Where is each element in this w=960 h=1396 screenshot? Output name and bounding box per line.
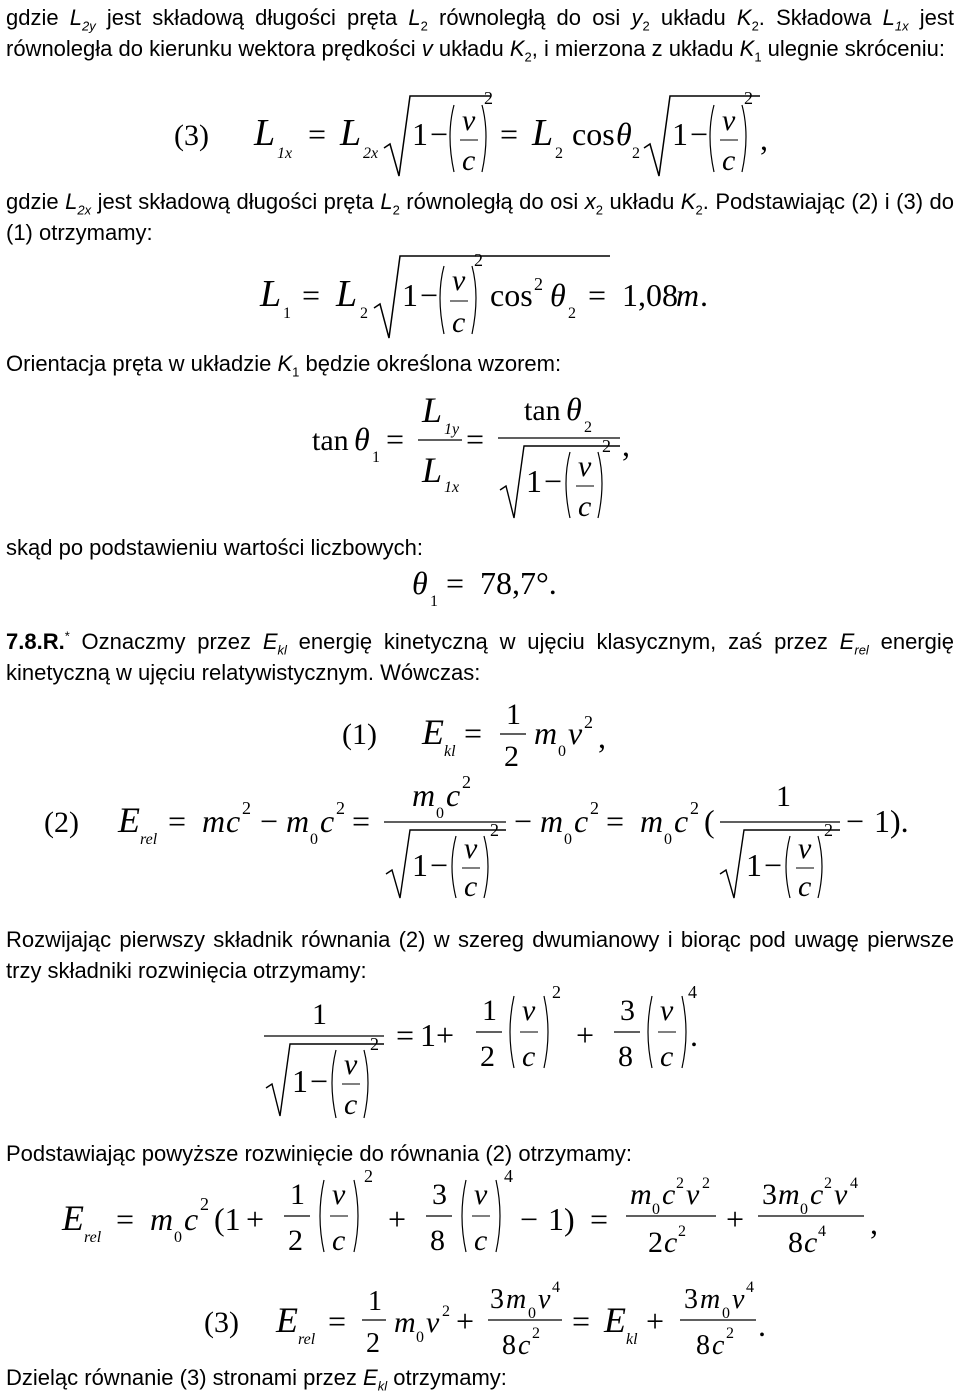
- svg-text:=: =: [446, 565, 465, 601]
- svg-text:2: 2: [824, 1175, 832, 1192]
- svg-text:0: 0: [722, 1305, 730, 1322]
- svg-text:−: −: [260, 803, 279, 839]
- svg-text:1: 1: [672, 116, 688, 152]
- svg-text:1: 1: [482, 994, 497, 1027]
- svg-text:2: 2: [532, 1325, 540, 1342]
- svg-text:2: 2: [555, 145, 563, 162]
- svg-text:θ: θ: [550, 277, 566, 313]
- svg-text:c: c: [522, 1040, 536, 1073]
- svg-text:=: =: [588, 277, 607, 313]
- svg-text:v: v: [568, 715, 583, 751]
- svg-text:.: .: [690, 1017, 698, 1053]
- svg-text:1: 1: [368, 1286, 382, 1317]
- svg-text:c: c: [462, 144, 476, 177]
- svg-text:2: 2: [490, 820, 499, 840]
- svg-text:0: 0: [528, 1305, 536, 1322]
- svg-text:+: +: [246, 1201, 265, 1237]
- svg-text:0: 0: [310, 831, 318, 848]
- svg-text:m: m: [778, 1178, 800, 1211]
- svg-text:c: c: [674, 803, 689, 839]
- svg-text:2: 2: [590, 798, 599, 818]
- svg-text:1y: 1y: [444, 421, 460, 438]
- svg-text:m: m: [286, 803, 310, 839]
- svg-text:2: 2: [744, 88, 753, 108]
- svg-text:1: 1: [290, 1178, 305, 1211]
- svg-text:2: 2: [504, 740, 519, 773]
- svg-text:2: 2: [336, 798, 345, 818]
- equation-l1-result: [250, 246, 750, 346]
- svg-text:+: +: [388, 1201, 407, 1237]
- svg-text:v: v: [474, 1178, 488, 1211]
- svg-text:1: 1: [312, 998, 327, 1031]
- svg-text:v: v: [722, 104, 736, 137]
- svg-text:4: 4: [746, 1279, 754, 1296]
- equation-classical-energy: [340, 690, 640, 773]
- svg-text:2: 2: [242, 798, 251, 818]
- svg-text:2: 2: [584, 712, 593, 732]
- svg-text:m: m: [630, 1178, 652, 1211]
- svg-text:1,08: 1,08: [622, 277, 678, 313]
- svg-text:c: c: [474, 1224, 488, 1257]
- paragraph-1: gdzie $L_{2y}$ jest składową długości pręta $L_2$ równoległą do osi $y_2$ układu $K_2$. Składowa $L_{1x}$ jest równoległa do kierunku wektora prędkości v układu $K_2$, i mierzona z układu $K_1$ ulegnie skróceniu:: [6, 5, 955, 65]
- svg-text:,: ,: [760, 121, 768, 157]
- svg-text:L: L: [422, 450, 443, 490]
- svg-text:2x: 2x: [363, 145, 379, 162]
- svg-text:c: c: [810, 1178, 824, 1211]
- svg-text:E: E: [422, 712, 444, 752]
- svg-text:3: 3: [432, 1178, 447, 1211]
- svg-text:2: 2: [442, 1303, 450, 1320]
- svg-text:=: =: [308, 116, 327, 152]
- svg-text:2: 2: [360, 305, 368, 322]
- svg-text:(3): (3): [204, 1306, 239, 1339]
- equation-length-contraction: [160, 90, 800, 190]
- svg-text:1: 1: [412, 847, 428, 883]
- svg-text:m: m: [394, 1306, 416, 1339]
- svg-text:2: 2: [648, 1226, 663, 1259]
- svg-text:v: v: [732, 1284, 745, 1315]
- svg-text:c: c: [722, 144, 736, 177]
- svg-text:c: c: [574, 803, 589, 839]
- svg-text:=: =: [590, 1201, 609, 1237]
- svg-text:c: c: [464, 870, 478, 903]
- svg-text:3: 3: [620, 994, 635, 1027]
- svg-text:c: c: [344, 1088, 358, 1121]
- svg-text:2: 2: [534, 274, 543, 294]
- svg-text:L: L: [260, 273, 282, 315]
- svg-text:cos: cos: [490, 277, 533, 313]
- svg-text:rel: rel: [140, 831, 158, 848]
- svg-text:8: 8: [788, 1226, 803, 1259]
- svg-text:v: v: [462, 104, 476, 137]
- svg-text:=: =: [464, 715, 483, 751]
- svg-text:kl: kl: [444, 743, 456, 760]
- svg-text:2: 2: [462, 772, 471, 792]
- svg-text:1): 1): [548, 1201, 575, 1237]
- svg-text:c: c: [660, 1040, 674, 1073]
- svg-text:c: c: [184, 1201, 199, 1237]
- svg-text:4: 4: [504, 1166, 513, 1186]
- svg-text:2: 2: [288, 1224, 303, 1257]
- svg-text:rel: rel: [84, 1229, 102, 1246]
- svg-text:8: 8: [502, 1330, 516, 1361]
- svg-text:−: −: [310, 1063, 329, 1099]
- svg-text:m: m: [700, 1284, 721, 1315]
- svg-text:v: v: [522, 994, 536, 1027]
- svg-text:4: 4: [688, 982, 697, 1002]
- svg-text:1: 1: [283, 305, 291, 322]
- svg-text:v: v: [464, 832, 478, 865]
- svg-text:,: ,: [870, 1205, 878, 1241]
- svg-text:8: 8: [430, 1224, 445, 1257]
- svg-text:78,7°.: 78,7°.: [480, 565, 557, 601]
- svg-text:−: −: [430, 116, 449, 152]
- equation-theta-value: [408, 560, 608, 610]
- equation-binomial-expansion: [260, 984, 700, 1124]
- svg-text:=: =: [116, 1201, 135, 1237]
- svg-text:c: c: [320, 803, 335, 839]
- svg-text:θ: θ: [566, 391, 582, 427]
- svg-text:v: v: [344, 1048, 358, 1081]
- svg-text:−: −: [430, 847, 449, 883]
- svg-text:1: 1: [420, 1017, 436, 1053]
- paragraph-8: Dzieląc równanie (3) stronami przez $E_{kl}$ otrzymamy:: [6, 1365, 507, 1394]
- svg-text:c: c: [518, 1330, 531, 1361]
- svg-text:2: 2: [474, 250, 483, 270]
- svg-text:L: L: [532, 112, 554, 154]
- svg-text:E: E: [118, 800, 140, 840]
- svg-text:2: 2: [364, 1166, 373, 1186]
- svg-text:1).: 1).: [874, 803, 909, 839]
- svg-text:2: 2: [690, 798, 699, 818]
- equation-relativistic-energy: [40, 770, 940, 903]
- svg-text:,: ,: [622, 427, 630, 463]
- svg-text:2: 2: [632, 145, 640, 162]
- svg-text:1: 1: [412, 116, 428, 152]
- svg-text:0: 0: [436, 805, 444, 822]
- svg-text:1: 1: [292, 1063, 308, 1099]
- svg-text:2: 2: [602, 436, 611, 456]
- paragraph-4: skąd po podstawieniu wartości liczbowych:: [6, 535, 423, 560]
- svg-text:m: m: [640, 803, 664, 839]
- svg-text:+: +: [456, 1303, 475, 1339]
- svg-text:3: 3: [490, 1284, 504, 1315]
- svg-text:c: c: [804, 1226, 818, 1259]
- svg-text:v: v: [452, 264, 466, 297]
- svg-text:=: =: [466, 421, 485, 457]
- svg-text:m: m: [412, 777, 436, 813]
- svg-text:L: L: [422, 390, 443, 430]
- svg-text:m: m: [150, 1201, 174, 1237]
- svg-text:.: .: [758, 1307, 766, 1343]
- svg-text:0: 0: [564, 831, 572, 848]
- svg-text:+: +: [646, 1303, 665, 1339]
- svg-text:=: =: [572, 1303, 591, 1339]
- svg-text:tan: tan: [312, 424, 349, 457]
- svg-text:4: 4: [850, 1175, 858, 1192]
- svg-text:1: 1: [776, 780, 791, 813]
- svg-text:−: −: [520, 1201, 539, 1237]
- svg-text:.: .: [700, 277, 708, 313]
- svg-text:m: m: [534, 715, 558, 751]
- svg-text:1: 1: [506, 698, 521, 731]
- svg-text:v: v: [538, 1284, 551, 1315]
- svg-text:L: L: [336, 273, 358, 315]
- svg-text:E: E: [276, 1300, 298, 1340]
- svg-text:2: 2: [584, 419, 592, 436]
- svg-text:E: E: [604, 1300, 626, 1340]
- svg-text:m: m: [540, 803, 564, 839]
- svg-text:1: 1: [402, 277, 418, 313]
- svg-text:−: −: [764, 847, 783, 883]
- svg-text:=: =: [302, 277, 321, 313]
- paragraph-3: Orientacja pręta w układzie $K_1$ będzie określona wzorem:: [6, 351, 562, 380]
- svg-text:(3): (3): [174, 119, 209, 152]
- svg-text:+: +: [436, 1017, 455, 1053]
- svg-text:2: 2: [484, 88, 493, 108]
- svg-text:=: =: [606, 803, 625, 839]
- svg-text:−: −: [544, 463, 563, 499]
- svg-text:4: 4: [552, 1279, 560, 1296]
- svg-text:v: v: [332, 1178, 346, 1211]
- svg-text:8: 8: [618, 1040, 633, 1073]
- svg-text:(1): (1): [342, 718, 377, 751]
- svg-text:−: −: [846, 803, 865, 839]
- svg-text:=: =: [168, 803, 187, 839]
- svg-text:(2): (2): [44, 806, 79, 839]
- svg-text:m: m: [202, 803, 226, 839]
- svg-text:1: 1: [526, 463, 542, 499]
- svg-text:2: 2: [200, 1194, 209, 1214]
- equation-relativistic-approximation: [190, 1278, 790, 1364]
- svg-text:0: 0: [664, 831, 672, 848]
- svg-text:1: 1: [372, 449, 380, 466]
- svg-text:v: v: [798, 832, 812, 865]
- svg-text:2: 2: [366, 1328, 380, 1359]
- svg-text:=: =: [386, 421, 405, 457]
- svg-text:v: v: [686, 1178, 700, 1211]
- svg-text:c: c: [712, 1330, 725, 1361]
- svg-text:c: c: [664, 1226, 678, 1259]
- svg-text:tan: tan: [524, 394, 561, 427]
- svg-text:m: m: [506, 1284, 527, 1315]
- svg-text:E: E: [62, 1198, 84, 1238]
- svg-text:0: 0: [558, 743, 566, 760]
- svg-text:2: 2: [568, 305, 576, 322]
- svg-text:3: 3: [684, 1284, 698, 1315]
- svg-text:=: =: [396, 1017, 415, 1053]
- svg-text:v: v: [426, 1306, 440, 1339]
- svg-text:=: =: [328, 1303, 347, 1339]
- svg-text:−: −: [420, 277, 439, 313]
- svg-text:m: m: [676, 277, 700, 313]
- svg-text:4: 4: [818, 1223, 826, 1240]
- paragraph-6: Rozwijając pierwszy składnik równania (2) w szereg dwumianowy i biorąc pod uwagę pierwsze trzy składniki rozwinięcia otrzymamy:: [6, 927, 954, 983]
- svg-text:+: +: [576, 1017, 595, 1053]
- paragraph-5: 7.8.R.* Oznaczmy przez $E_{kl}$ energię kinetyczną w ujęciu klasycznym, zaś przez $E_{rel}$ energię kinetyczną w ujęciu relatywistycznym. Wówczas:: [6, 628, 954, 685]
- svg-text:c: c: [332, 1224, 346, 1257]
- svg-text:(1: (1: [214, 1201, 241, 1237]
- svg-text:0: 0: [800, 1201, 808, 1218]
- svg-text:θ: θ: [616, 116, 632, 152]
- svg-text:c: c: [452, 306, 466, 339]
- svg-text:2: 2: [370, 1034, 379, 1054]
- svg-text:−: −: [514, 803, 533, 839]
- svg-text:2: 2: [552, 982, 561, 1002]
- svg-text:cos: cos: [572, 116, 615, 152]
- svg-text:L: L: [340, 112, 362, 154]
- svg-text:,: ,: [598, 719, 606, 755]
- svg-text:2: 2: [824, 820, 833, 840]
- svg-text:8: 8: [696, 1330, 710, 1361]
- svg-text:=: =: [352, 803, 371, 839]
- svg-text:=: =: [500, 116, 519, 152]
- svg-text:c: c: [662, 1178, 676, 1211]
- svg-text:1x: 1x: [277, 145, 293, 162]
- svg-text:1x: 1x: [444, 479, 460, 496]
- equation-relativistic-expansion: [50, 1166, 910, 1266]
- svg-text:2: 2: [480, 1040, 495, 1073]
- svg-text:0: 0: [652, 1201, 660, 1218]
- svg-text:1: 1: [746, 847, 762, 883]
- svg-text:c: c: [578, 490, 592, 523]
- svg-text:3: 3: [762, 1178, 777, 1211]
- svg-text:rel: rel: [298, 1331, 316, 1348]
- svg-text:+: +: [726, 1201, 745, 1237]
- svg-text:1: 1: [430, 593, 438, 610]
- svg-text:L: L: [254, 112, 276, 154]
- svg-text:kl: kl: [626, 1331, 638, 1348]
- svg-text:0: 0: [416, 1329, 424, 1346]
- paragraph-7: Podstawiając powyższe rozwinięcie do równania (2) otrzymamy:: [6, 1141, 633, 1166]
- svg-text:v: v: [834, 1178, 848, 1211]
- svg-text:θ: θ: [412, 565, 428, 601]
- svg-text:v: v: [578, 450, 592, 483]
- svg-text:2: 2: [676, 1175, 684, 1192]
- svg-text:(: (: [704, 803, 715, 839]
- paragraph-2: gdzie $L_{2x}$ jest składową długości pręta $L_2$ równoległą do osi $x_2$ układu $K_2$. Podstawiając (2) i (3) do (1) otrzymamy:: [6, 189, 955, 245]
- svg-text:−: −: [690, 116, 709, 152]
- svg-text:θ: θ: [354, 421, 370, 457]
- svg-text:c: c: [226, 803, 241, 839]
- svg-text:v: v: [660, 994, 674, 1027]
- svg-text:c: c: [798, 870, 812, 903]
- svg-text:2: 2: [726, 1325, 734, 1342]
- svg-text:c: c: [446, 777, 461, 813]
- equation-tan-theta: [300, 380, 660, 530]
- svg-text:2: 2: [678, 1223, 686, 1240]
- svg-text:2: 2: [702, 1175, 710, 1192]
- svg-text:0: 0: [174, 1229, 182, 1246]
